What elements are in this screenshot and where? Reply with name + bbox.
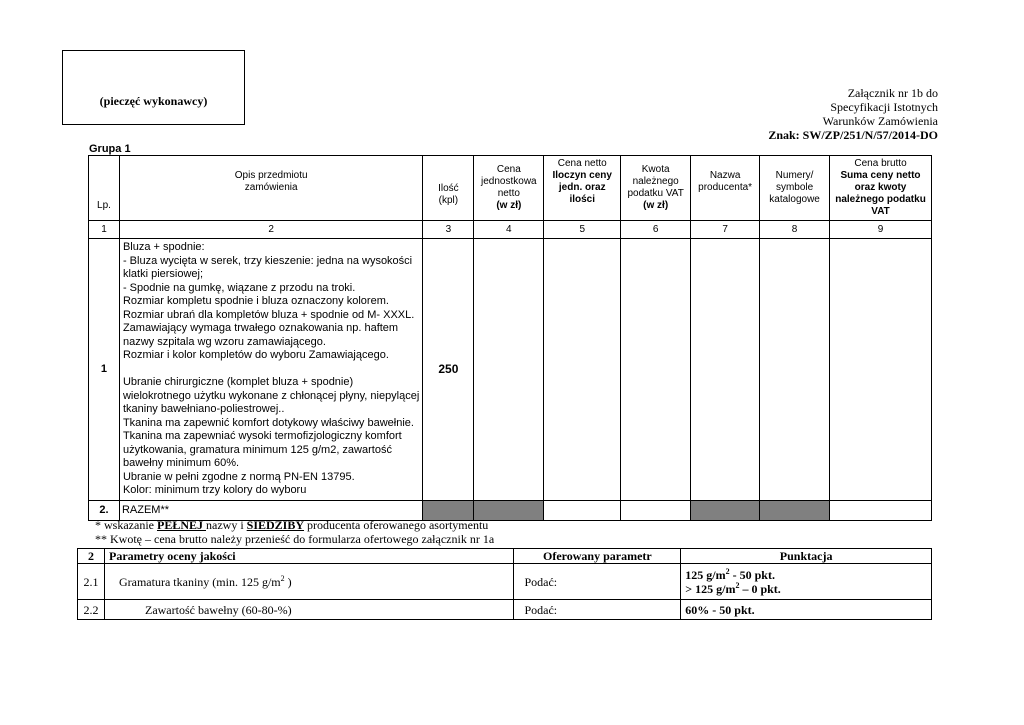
net-price-cell[interactable]: [544, 239, 621, 501]
total-label: RAZEM**: [119, 500, 422, 520]
description-line: nazwy szpitala wg wzoru zamawiającego.: [122, 335, 326, 348]
producer-cell[interactable]: [691, 239, 760, 501]
group-title: Grupa 1: [89, 143, 131, 155]
description-line: użytkowania, gramatura minimum 125 g/m2, zawartość: [122, 443, 392, 456]
column-number: 9: [830, 221, 932, 239]
quality-row-offered[interactable]: Podać:: [514, 600, 681, 620]
column-number: 4: [474, 221, 544, 239]
footnote-gross: ** Kwotę – cena brutto należy przenieść do formularza ofertowego załącznik nr 1a: [95, 532, 495, 546]
description-line: [123, 363, 419, 377]
table-row: [89, 239, 932, 501]
column-number: 2: [119, 221, 422, 239]
column-number-row: [89, 221, 932, 239]
description-line: Rozmiar ubrań dla kompletów bluza + spodnie od M- XXXL.: [122, 308, 415, 321]
total-grey-cell: [474, 500, 544, 520]
header-lp: Lp.: [89, 156, 120, 221]
total-row: [89, 500, 932, 520]
footnotes: [95, 518, 494, 546]
description-line: tkaniny bawełniano-poliestrowej..: [122, 403, 285, 415]
annex-line-2: Specyfikacji Istotnych: [830, 100, 938, 114]
offer-table: [88, 155, 932, 521]
header-catalog: Numery/ symbole katalogowe: [760, 156, 830, 221]
quality-row-points: 125 $g/m^2 - 50$ pkt. > 125 $g/m^2 - 0$ pkt.: [681, 564, 932, 600]
quality-header-num: 2: [78, 549, 105, 564]
quality-header-points: Punktacja: [681, 549, 932, 564]
row-lp: 1: [89, 239, 120, 501]
item-quantity: 250: [423, 239, 474, 501]
description-line: Ubranie w pełni zgodne z normą PN-EN 13795.: [122, 470, 355, 483]
quality-header-param: Parametry oceny jakości: [104, 549, 513, 564]
catalog-number-cell[interactable]: [760, 239, 830, 501]
description-line: Bluza + spodnie:: [122, 241, 205, 253]
header-vat-amount: Kwota należnego podatku VAT (w zł): [621, 156, 691, 221]
description-line: klatki piersiowej;: [122, 268, 204, 280]
quality-row-num: 2.1: [78, 564, 105, 600]
annex-line-3: Warunków Zamówienia: [822, 114, 938, 128]
total-gross-cell[interactable]: [830, 500, 932, 520]
annex-reference: Znak: SW/ZP/251/N/57/2014-DO: [768, 128, 938, 142]
quality-row-param: Gramatura tkaniny (min. 125 $g/m^2$ ): [104, 564, 513, 600]
column-number: 5: [544, 221, 621, 239]
description-line: Zamawiający wymaga trwałego oznakowania np. haftem: [122, 322, 399, 334]
description-line: Rozmiar i kolor kompletów do wyboru Zamawiającego.: [122, 349, 389, 361]
quality-row-param: Zawartość bawełny (60-80-%): [104, 600, 513, 620]
total-grey-cell: [691, 500, 760, 520]
header-producer: Nazwa producenta*: [691, 156, 760, 221]
column-number: 7: [691, 221, 760, 239]
description-line: - Spodnie na gumkę, wiązane z przodu na troki.: [122, 281, 356, 294]
description-line: Ubranie chirurgiczne (komplet bluza + spodnie): [122, 376, 354, 388]
description-line: Tkanina ma zapewniać wysoki termofizjologiczny komfort: [122, 430, 402, 442]
header-description: Opis przedmiotu zamówienia: [119, 156, 422, 221]
header-gross-price: Cena brutto Suma ceny netto oraz kwoty należnego podatku VAT: [830, 156, 932, 221]
annex-line-1: Załącznik nr 1b do: [847, 86, 938, 100]
gross-price-cell[interactable]: [830, 239, 932, 501]
quality-row-num: 2.2: [78, 600, 105, 620]
column-number: 8: [760, 221, 830, 239]
header-unit-price: Cena jednostkowa netto (w zł): [474, 156, 544, 221]
header-net-price: Cena netto Iloczyn ceny jedn. oraz ilości: [544, 156, 621, 221]
quality-row: [78, 564, 932, 600]
description-line: Tkanina ma zapewnić komfort dotykowy właściwy bawełnie.: [122, 416, 414, 429]
footnote-producer: * wskazanie PEŁNEJ nazwy i SIEDZIBY producenta oferowanego asortymentu: [95, 518, 489, 532]
contractor-stamp-box: [62, 50, 245, 125]
quality-row-offered[interactable]: Podać:: [514, 564, 681, 600]
column-number: 6: [621, 221, 691, 239]
annex-header: [768, 86, 938, 142]
total-grey-cell: [760, 500, 830, 520]
column-number: 3: [423, 221, 474, 239]
description-line: Kolor: minimum trzy kolory do wyboru: [122, 484, 307, 496]
quality-row: [78, 600, 932, 620]
stamp-label: (pieczęć wykonawcy): [99, 94, 208, 108]
quality-row-points: 60% - 50 pkt.: [681, 600, 932, 620]
vat-amount-cell[interactable]: [621, 239, 691, 501]
description-line: wielokrotnego użytku wykonane z chłonącej płyny, niepylącej: [122, 389, 420, 402]
total-net-cell[interactable]: [544, 500, 621, 520]
unit-price-cell[interactable]: [474, 239, 544, 501]
quality-header-offered: Oferowany parametr: [514, 549, 681, 564]
description-line: bawełny minimum 60%.: [122, 457, 240, 469]
total-vat-cell[interactable]: [621, 500, 691, 520]
quality-table: [77, 548, 932, 620]
item-description: [119, 239, 422, 501]
quality-header-row: [78, 549, 932, 564]
header-quantity: Ilość (kpl): [423, 156, 474, 221]
total-grey-cell: [423, 500, 474, 520]
table-header-row: [89, 156, 932, 221]
column-number: 1: [89, 221, 120, 239]
description-line: - Bluza wycięta w serek, trzy kieszenie: jedna na wysokości: [122, 254, 413, 267]
total-lp: 2.: [89, 500, 120, 520]
description-line: Rozmiar kompletu spodnie i bluza oznaczony kolorem.: [122, 295, 389, 307]
